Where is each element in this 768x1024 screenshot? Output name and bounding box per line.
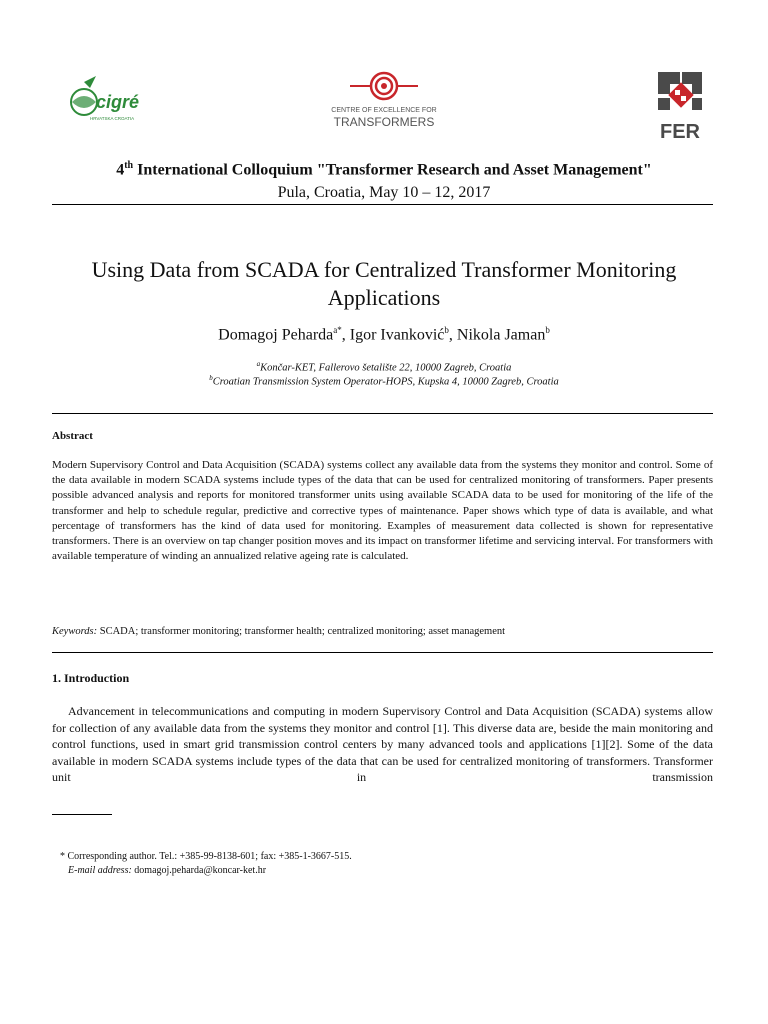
author-affil-sup: b: [545, 325, 550, 335]
author-name: Domagoj Peharda: [218, 326, 334, 344]
fer-emblem-icon: [658, 72, 702, 110]
footnote-rule: [52, 814, 112, 815]
email-address: domagoj.peharda@koncar-ket.hr: [131, 865, 267, 876]
spiral-coil-icon: [350, 73, 418, 99]
paper-title-line2: Applications: [327, 285, 441, 310]
coe-logo: [320, 66, 448, 130]
logo-row: [0, 60, 768, 140]
fer-wordmark: FER: [660, 121, 700, 142]
cigre-subtext: HRVATSKA CROATIA: [90, 116, 135, 121]
footnote-email: [68, 864, 266, 878]
author-affil-sup: b: [444, 325, 449, 335]
abstract-text: Modern Supervisory Control and Data Acquisition (SCADA) systems collect any available data from the systems they monitor and control. Some of the data available in modern SCADA systems include types of the data that can be used for centralized monitoring of transformers. Paper presents possible advanced analysis and reports for monitored transformer units using available SCADA data to be used for monitoring of the life of the transformer and help to schedule regular, predictive and corrective types of maintenance. Paper shows which type of data is available, and what percentage of transformers has the kind of data used for monitoring. Examples of measurement data collected is shown for representative transformers. There is an overview on tap changer position moves and its impact on transformer lifetime and servicing interval. For transformers with available temperature of winding an annualized relative ageing rate is calculated.: [52, 459, 713, 563]
footnote-corresponding: * Corresponding author. Tel.: +385-99-8138-601; fax: +385-1-3667-515.: [60, 851, 352, 862]
cigre-globe-icon: [71, 76, 97, 115]
abstract-top-divider: [52, 413, 713, 414]
introduction-heading: 1. Introduction: [52, 671, 130, 685]
header-divider: [52, 204, 713, 205]
abstract-heading: Abstract: [52, 430, 93, 442]
author-list: Domagoj Peharda$^{a*}$, Igor Ivanković$^b$, Nikola Jaman$^b$: [218, 325, 550, 344]
author-name: Igor Ivanković: [349, 326, 445, 344]
affiliation-a: $^a$Končar-KET, Fallerovo šetalište 22, 10000 Zagreb, Croatia: [256, 360, 512, 374]
coe-line1: CENTRE OF EXCELLENCE FOR: [331, 107, 437, 114]
conference-place-date: Pula, Croatia, May 10 – 12, 2017: [277, 184, 491, 201]
keywords: [52, 626, 505, 637]
conference-title: [0, 160, 768, 179]
cigre-wordmark: cigré: [96, 92, 140, 112]
keywords-text: SCADA; transformer monitoring; transformer health; centralized monitoring; asset management: [97, 626, 506, 637]
keywords-label: Keywords:: [52, 626, 98, 637]
conference-name: International Colloquium "Transformer Research and Asset Management": [133, 161, 652, 179]
keywords-divider: [52, 652, 713, 653]
fer-logo: [650, 66, 710, 142]
author-affil-sup: a*: [333, 325, 342, 335]
affiliation-b: $^b$Croatian Transmission System Operator-HOPS, Kupska 4, 10000 Zagreb, Croatia: [209, 374, 559, 388]
coe-line2: TRANSFORMERS: [333, 115, 435, 129]
paper-title: [0, 256, 768, 312]
conference-ordinal-suffix: th: [124, 160, 134, 171]
author-name: Nikola Jaman: [456, 326, 546, 344]
conference-ordinal: 4: [116, 161, 125, 179]
introduction-text: Advancement in telecommunications and computing in modern Supervisory Control and Data Acquisition (SCADA) systems allow for collection of any available data from the systems they monitor and control [1]. This diverse data are, beside the main monitoring and control functions, used in smart grid transmission control centers by many advanced tools and applications [1][2]. Some of the data available in modern SCADA systems include types of the data that can be used for centralized monitoring of transformers. Transformer unit in transmission: [52, 704, 713, 785]
email-label: E-mail address:: [68, 865, 132, 876]
paper-title-line1: Using Data from SCADA for Centralized Transformer Monitoring: [91, 257, 677, 282]
cigre-logo: [66, 74, 146, 134]
